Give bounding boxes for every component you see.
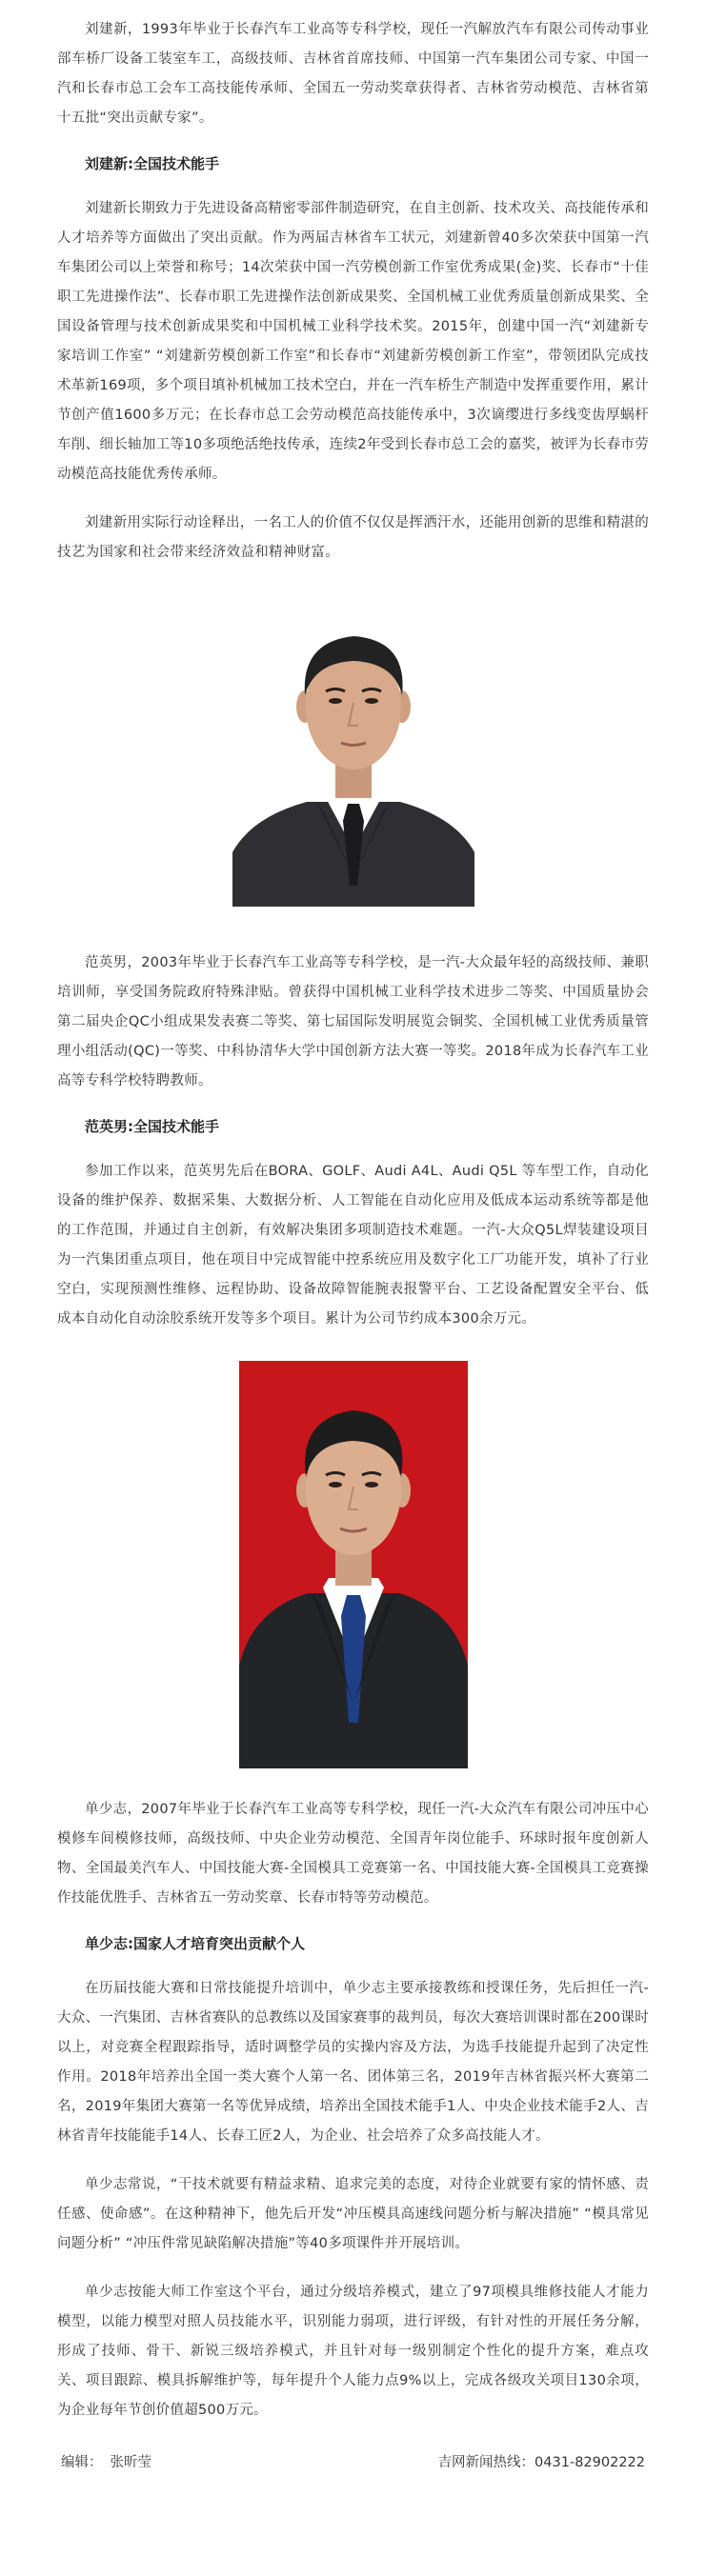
portrait-man-suit (232, 600, 474, 907)
paragraph-fan-bio: 范英男，2003年毕业于长春汽车工业高等专科学校，是一汽-大众最年轻的高级技师、兼职培训师，享受国务院政府特殊津贴。曾获得中国机械工业科学技术进步二等奖、中国质量协会第二届央企QC小组成果发表赛二等奖、第七届国际发明展览会铜奖、全国机械工业优秀质量管理小组活动(QC)一等奖、中科协清华大学中国创新方法大赛一等奖。2018年成为长春汽车工业高等专科学校特聘教师。 (57, 955, 649, 1088)
subheading-liu: 刘建新:全国技术能手 (85, 155, 219, 172)
photo-liu-jianxin (232, 600, 474, 907)
paragraph-liu-bio: 刘建新，1993年毕业于长春汽车工业高等专科学校，现任一汽解放汽车有限公司传动事业部车桥厂设备工装室车工，高级技师、吉林省首席技师、中国第一汽车集团公司专家、中国一汽和长春市总工会车工高技能传承师、全国五一劳动奖章获得者、吉林省劳动模范、吉林省第十五批“突出贡献专家”。 (57, 22, 649, 126)
paragraph-liu-achievements: 刘建新长期致力于先进设备高精密零部件制造研究，在自主创新、技术攻关、高技能传承和人才培养等方面做出了突出贡献。作为两届吉林省车工状元，刘建新曾40多次荣获中国第一汽车集团公司以上荣誉和称号；14次荣获中国一汽劳模创新工作室优秀成果(金)奖、长春市“十佳职工先进操作法”、长春市职工先进操作法创新成果奖、全国机械工业优秀质量创新成果奖、全国设备管理与技术创新成果奖和中国机械工业科学技术奖。2015年，创建中国一汽“刘建新专家培训工作室” “刘建新劳模创新工作室”和长春市“刘建新劳模创新工作室”，带领团队完成技术革新169项，多个项目填补机械加工技术空白，并在一汽车桥生产制造中发挥重要作用，累计节创产值1600多万元；在长春市总工会劳动模范高技能传承中，3次谪缨进行多线变齿厚蜗杆车削、细长轴加工等10多项绝活绝技传承，连续2年受到长春市总工会的嘉奖，被评为长春市劳动模范高技能优秀传承师。 (57, 201, 649, 482)
paragraph-liu-summary: 刘建新用实际行动诠释出，一名工人的价值不仅仅是挥洒汗水，还能用创新的思维和精湛的技艺为国家和社会带来经济效益和精神财富。 (57, 515, 649, 560)
subheading-shan: 单少志:国家人才培育突出贡献个人 (85, 1935, 306, 1952)
article-footer (57, 2452, 649, 2473)
paragraph-shan-bio: 单少志，2007年毕业于长春汽车工业高等专科学校，现任一汽-大众汽车有限公司冲压中心模修车间模修技师，高级技师、中央企业劳动模范、全国青年岗位能手、环球时报年度创新人物、全国最美汽车人、中国技能大赛-全国模具工竞赛第一名、中国技能大赛-全国模具工竞赛操作技能优胜手、吉林省五一劳动奖章、长春市特等劳动模范。 (57, 1802, 649, 1906)
editor-credit (61, 2452, 151, 2473)
paragraph-fan-work: 参加工作以来，范英男先后在BORA、GOLF、Audi A4L、Audi Q5L 等车型工作，自动化设备的维护保养、数据采集、大数据分析、人工智能在自动化应用及低成本运动系统等都是他的工作范围，并通过自主创新，有效解决集团多项制造技术难题。一汽-大众Q5L焊装建设项目为一汽集团重点项目，他在项目中完成智能中控系统应用及数字化工厂功能开发，填补了行业空白，实现预测性维修、远程协助、设备故障智能腕表报警平台、工艺设备配置安全平台、低成本自动化自动涂胶系统开发等多个项目。累计为公司节约成本300余万元。 (57, 1164, 649, 1327)
photo-fan-yingnan (239, 1361, 468, 1768)
editor-name: 张昕莹 (110, 2455, 151, 2470)
news-hotline: 吉网新闻热线：0431-82902222 (437, 2455, 645, 2470)
paragraph-shan-training: 在历届技能大赛和日常技能提升培训中，单少志主要承接教练和授课任务，先后担任一汽-大众、一汽集团、吉林省赛队的总教练以及国家赛事的裁判员，每次大赛培训课时都在200课时以上，对竞赛全程跟踪指导，适时调整学员的实操内容及方法，为选手技能提升起到了决定性作用。2018年培养出全国一类大赛个人第一名、团体第三名，2019年吉林省振兴杯大赛第二名，2019年集团大赛第一名等优异成绩，培养出全国技术能手1人、中央企业技术能手2人、吉林省青年技能能手14人、长春工匠2人，为企业、社会培养了众多高技能人才。 (57, 1981, 649, 2144)
paragraph-shan-workshop: 单少志按能大师工作室这个平台，通过分级培养模式，建立了97项模具维修技能人才能力模型，以能力模型对照人员技能水平，识别能力弱项，进行评级，有针对性的开展任务分解，形成了技师、骨干、新锐三级培养模式，并且针对每一级别制定个性化的提升方案，难点攻关、项目跟踪、模具拆解维护等，每年提升个人能力点9%以上，完成各级攻关项目130余项，为企业每年节创价值超500万元。 (57, 2285, 649, 2418)
subheading-fan: 范英男:全国技术能手 (85, 1118, 219, 1135)
paragraph-shan-quote: 单少志常说，“干技术就要有精益求精、追求完美的态度，对待企业就要有家的情怀感、责任感、使命感”。在这种精神下，他先后开发“冲压模具高速线问题分析与解决措施” “模具常见问题分析” “冲压件常见缺陷解决措施”等40多项课件并开展培训。 (57, 2177, 649, 2251)
editor-label: 编辑： (61, 2455, 103, 2470)
portrait-man-red-background (239, 1361, 468, 1768)
